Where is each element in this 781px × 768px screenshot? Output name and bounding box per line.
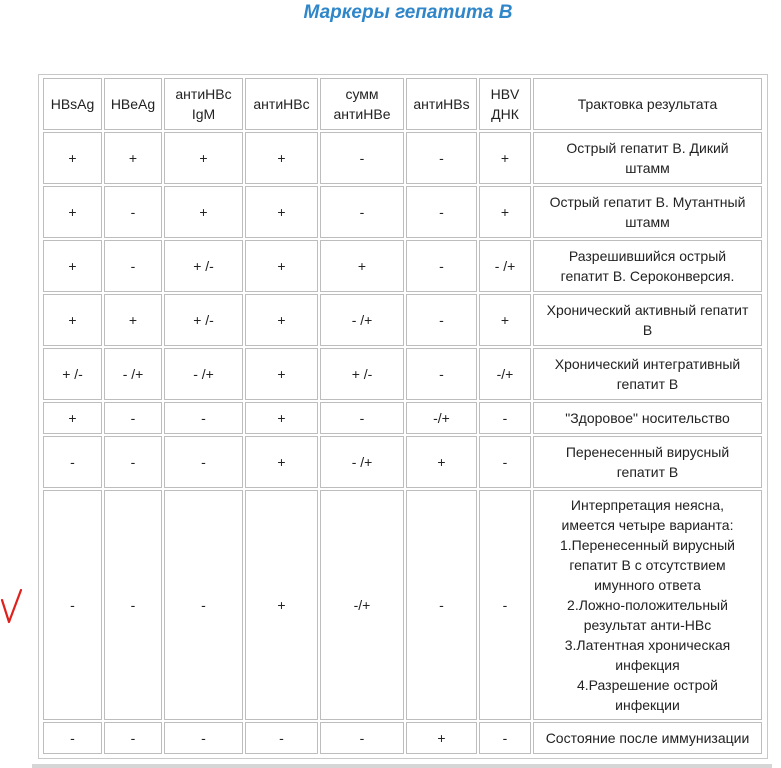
- marker-cell: -/+: [479, 348, 531, 400]
- marker-cell: +: [245, 348, 318, 400]
- interpretation-line: 4.Разрешение острой: [576, 677, 718, 693]
- column-header-line: HBV: [490, 86, 520, 102]
- interpretation-line: Состояние после иммунизации: [545, 730, 750, 746]
- marker-cell: +: [164, 132, 243, 184]
- interpretation-cell: [533, 132, 762, 184]
- interpretation-cell: [533, 186, 762, 238]
- marker-cell: -: [479, 402, 531, 434]
- interpretation-line: Разрешившийся острый: [568, 248, 727, 264]
- column-header-line: HBeAg: [110, 96, 156, 112]
- marker-cell: -: [104, 402, 162, 434]
- marker-cell: -: [43, 490, 102, 720]
- marker-cell: +: [43, 402, 102, 434]
- marker-cell: -: [164, 402, 243, 434]
- interpretation-cell: [533, 348, 762, 400]
- table-row: [43, 240, 762, 292]
- marker-cell: +: [479, 294, 531, 346]
- interpretation-line: штамм: [625, 160, 670, 176]
- marker-cell: -: [320, 186, 404, 238]
- column-header: [406, 78, 477, 130]
- interpretation-cell: [533, 436, 762, 488]
- column-header: [320, 78, 404, 130]
- interpretation-cell: [533, 402, 762, 434]
- marker-cell: -: [245, 722, 318, 754]
- table-row: [43, 436, 762, 488]
- marker-cell: -: [164, 436, 243, 488]
- column-header-line: IgM: [191, 106, 216, 122]
- marker-cell: +: [245, 490, 318, 720]
- bottom-scroll-bar: [32, 764, 772, 768]
- marker-cell: +: [406, 436, 477, 488]
- marker-cell: - /+: [479, 240, 531, 292]
- column-header-line: сумм: [345, 86, 379, 102]
- hepatitis-markers-table: [41, 76, 764, 756]
- marker-cell: +: [245, 294, 318, 346]
- marker-cell: +: [479, 132, 531, 184]
- marker-cell: +: [164, 186, 243, 238]
- marker-cell: + /-: [43, 348, 102, 400]
- column-header-line: антиНВs: [413, 96, 470, 112]
- column-header: [479, 78, 531, 130]
- marker-cell: -: [479, 722, 531, 754]
- marker-cell: +: [104, 294, 162, 346]
- interpretation-line: инфекция: [615, 657, 680, 673]
- marker-cell: +: [245, 436, 318, 488]
- marker-cell: -: [479, 436, 531, 488]
- marker-cell: -: [104, 240, 162, 292]
- marker-cell: -: [43, 436, 102, 488]
- marker-cell: -/+: [406, 402, 477, 434]
- marker-cell: -: [479, 490, 531, 720]
- marker-cell: -: [406, 348, 477, 400]
- marker-cell: -: [406, 240, 477, 292]
- marker-cell: -/+: [320, 490, 404, 720]
- marker-cell: -: [406, 490, 477, 720]
- interpretation-line: Интерпретация неясна,: [570, 497, 725, 513]
- interpretation-line: Хронический интегративный: [554, 356, 741, 372]
- column-header-line: HBsAg: [50, 96, 95, 112]
- marker-cell: -: [164, 722, 243, 754]
- marker-cell: -: [104, 436, 162, 488]
- column-header: [43, 78, 102, 130]
- interpretation-line: гепатит В: [616, 376, 679, 392]
- interpretation-cell: [533, 722, 762, 754]
- interpretation-cell: [533, 490, 762, 720]
- marker-cell: -: [104, 490, 162, 720]
- marker-cell: -: [320, 132, 404, 184]
- marker-cell: + /-: [320, 348, 404, 400]
- interpretation-line: Хронический активный гепатит: [546, 302, 749, 318]
- interpretation-line: Перенесенный вирусный: [565, 444, 730, 460]
- marker-cell: -: [164, 490, 243, 720]
- marker-cell: - /+: [164, 348, 243, 400]
- interpretation-line: 2.Ложно-положительный: [567, 597, 728, 613]
- column-header-line: антиНВс: [253, 96, 310, 112]
- column-header: [245, 78, 318, 130]
- marker-cell: -: [43, 722, 102, 754]
- red-check-mark-icon: [0, 588, 24, 628]
- marker-cell: + /-: [164, 294, 243, 346]
- interpretation-line: результат анти-НВс: [583, 617, 712, 633]
- marker-cell: + /-: [164, 240, 243, 292]
- marker-cell: +: [320, 240, 404, 292]
- column-header: [533, 78, 762, 130]
- interpretation-line: гепатит В. Сероконверсия.: [560, 268, 735, 284]
- interpretation-line: гепатит В с отсутствием: [569, 557, 726, 573]
- interpretation-line: штамм: [625, 214, 670, 230]
- column-header: [164, 78, 243, 130]
- interpretation-cell: [533, 294, 762, 346]
- marker-cell: +: [245, 402, 318, 434]
- marker-cell: -: [406, 186, 477, 238]
- table-row: [43, 186, 762, 238]
- marker-cell: - /+: [104, 348, 162, 400]
- marker-cell: -: [104, 722, 162, 754]
- table-row: [43, 490, 762, 720]
- interpretation-line: гепатит В: [616, 464, 679, 480]
- marker-cell: +: [104, 132, 162, 184]
- interpretation-line: Острый гепатит В. Дикий: [566, 140, 729, 156]
- marker-cell: -: [406, 132, 477, 184]
- marker-cell: +: [479, 186, 531, 238]
- column-header-line: антиНВс: [175, 86, 232, 102]
- marker-cell: -: [320, 402, 404, 434]
- marker-cell: +: [43, 132, 102, 184]
- marker-cell: - /+: [320, 294, 404, 346]
- marker-cell: +: [245, 186, 318, 238]
- table-row: [43, 348, 762, 400]
- table-row: [43, 402, 762, 434]
- interpretation-line: "Здоровое" носительство: [565, 410, 730, 426]
- column-header-line: Трактовка результата: [577, 96, 718, 112]
- column-header-line: ДНК: [491, 106, 519, 122]
- marker-cell: - /+: [320, 436, 404, 488]
- interpretation-cell: [533, 240, 762, 292]
- marker-cell: +: [43, 240, 102, 292]
- marker-cell: +: [245, 132, 318, 184]
- marker-cell: -: [320, 722, 404, 754]
- interpretation-line: В: [642, 322, 653, 338]
- interpretation-line: 1.Перенесенный вирусный: [560, 537, 735, 553]
- column-header-line: антиНВе: [333, 106, 391, 122]
- table-row: [43, 722, 762, 754]
- interpretation-line: имеется четыре варианта:: [561, 517, 734, 533]
- marker-cell: +: [245, 240, 318, 292]
- column-header: [104, 78, 162, 130]
- interpretation-line: Острый гепатит В. Мутантный: [549, 194, 746, 210]
- marker-cell: +: [43, 186, 102, 238]
- interpretation-line: инфекции: [615, 697, 680, 713]
- marker-cell: +: [406, 722, 477, 754]
- table-row: [43, 132, 762, 184]
- marker-cell: -: [406, 294, 477, 346]
- marker-cell: -: [104, 186, 162, 238]
- interpretation-line: 3.Латентная хроническая: [564, 637, 731, 653]
- page-title: Маркеры гепатита В: [303, 2, 513, 23]
- table-row: [43, 294, 762, 346]
- interpretation-line: имунного ответа: [594, 577, 701, 593]
- marker-cell: +: [43, 294, 102, 346]
- table-header-row: [43, 78, 762, 130]
